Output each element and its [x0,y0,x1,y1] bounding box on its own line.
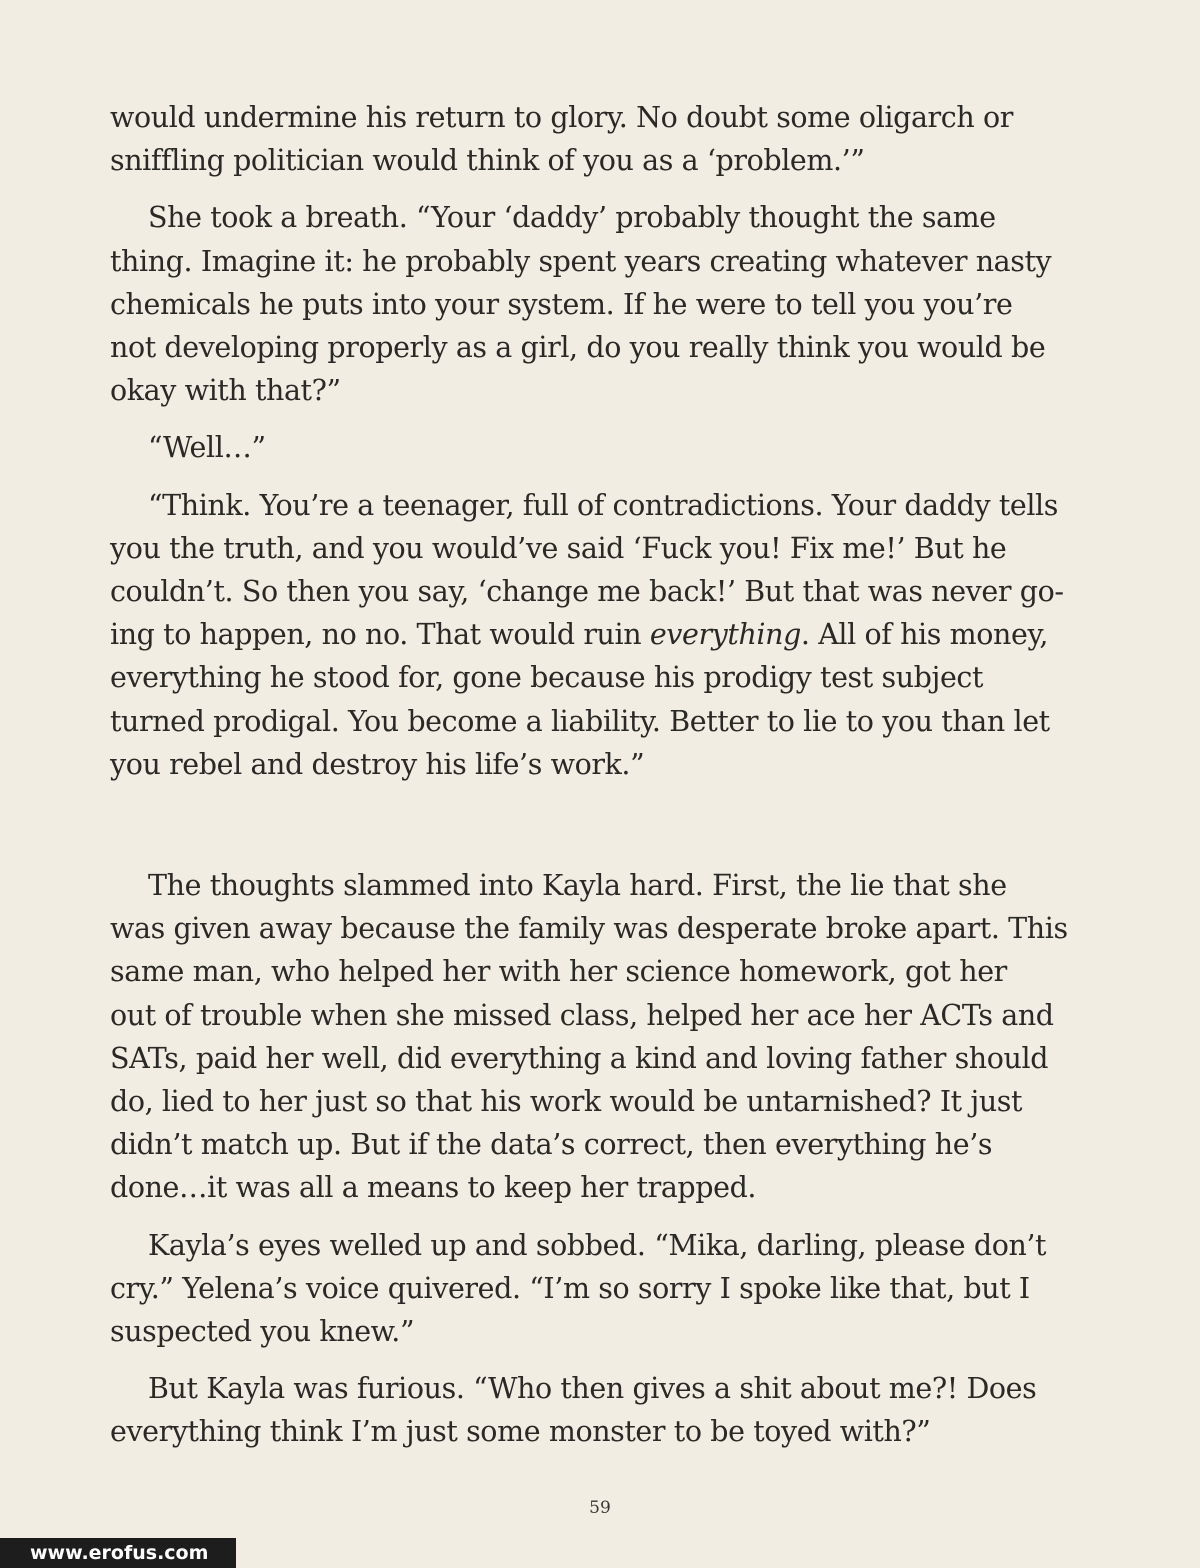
text-line: suspected you knew.” [110,1315,415,1349]
text-line: chemicals he puts into your system. If he were to tell you you’re [110,287,1013,321]
text-line: same man, who helped her with her science homework, got her [110,955,1007,989]
text-line: you the truth, and you would’ve said ‘Fuck you! Fix me!’ But he [110,531,1007,565]
text-line: would undermine his return to glory. No doubt some oligarch or [110,101,1013,134]
paragraph-6 [110,1224,1100,1354]
paragraph-1 [110,96,1100,182]
emphasis-word: everything [649,618,801,652]
text-line: But Kayla was furious. “Who then gives a shit about me?! Does [148,1372,1037,1406]
text-line: not developing properly as a girl, do you really think you would be [110,331,1046,365]
text-line: was given away because the family was desperate broke apart. This [110,912,1068,946]
text-line: Kayla’s eyes welled up and sobbed. “Mika, darling, please don’t [148,1228,1047,1262]
text-line: didn’t match up. But if the data’s correct, then everything he’s [110,1128,993,1162]
text-line: done…it was all a means to keep her trapped. [110,1171,757,1205]
text-line: thing. Imagine it: he probably spent years creating whatever nasty [110,244,1052,278]
text-line: She took a breath. “Your ‘daddy’ probably thought the same [148,201,996,235]
text-line: everything he stood for, gone because his prodigy test subject [110,661,984,695]
paragraph-4 [110,484,1100,786]
text-segment: ing to happen, no no. That would ruin [110,618,650,652]
page-number: 59 [589,1498,611,1518]
text-block-bottom [110,864,1100,1468]
paragraph-3 [110,426,1100,469]
text-line: everything think I’m just some monster to be toyed with?” [110,1415,931,1449]
text-line: couldn’t. So then you say, ‘change me back!’ But that was never go- [110,575,1064,609]
text-segment: . All of his money, [800,618,1049,652]
text-line: out of trouble when she missed class, helped her ace her ACTs and [110,998,1054,1032]
paragraph-5 [110,864,1100,1210]
watermark-banner: www.erofus.com [0,1538,236,1568]
text-line: “Think. You’re a teenager, full of contradictions. Your daddy tells [148,488,1058,522]
text-line: SATs, paid her well, did everything a kind and loving father should [110,1041,1049,1075]
text-line: okay with that?” [110,374,341,408]
text-line: do, lied to her just so that his work would be untarnished? It just [110,1085,1023,1119]
text-line: sniffling politician would think of you as a ‘problem.’” [110,144,865,178]
paragraph-7 [110,1367,1100,1453]
text-block-top [110,96,1100,800]
paragraph-2 [110,196,1100,412]
text-line: turned prodigal. You become a liability. Better to lie to you than let [110,704,1050,738]
text-line: The thoughts slammed into Kayla hard. First, the lie that she [148,869,1007,902]
text-line: you rebel and destroy his life’s work.” [110,747,645,781]
text-line-with-emphasis [110,613,1100,656]
text-line: cry.” Yelena’s voice quivered. “I’m so sorry I spoke like that, but I [110,1271,1030,1305]
text-line: “Well…” [148,431,266,465]
